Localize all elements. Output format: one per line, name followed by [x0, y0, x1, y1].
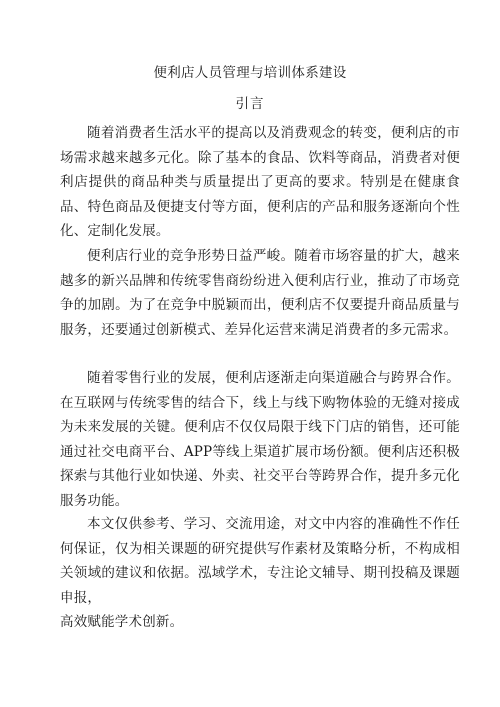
- disclaimer-last-line: 高效赋能学术创新。: [60, 614, 184, 630]
- paragraph-text: 便利店行业的竞争形势日益严峻。随着市场容量的扩大，越来越多的新兴品牌和传统零售商纷纷进入便利店行业，推动了市场竞争的加剧。为了在竞争中脱颖而出，便利店不仅要提升商品质量与服务，还要通过创新模式、差异化运营来满足消费者的多元需求。: [60, 248, 460, 338]
- paragraph-2: [60, 244, 460, 342]
- section-heading-intro: 引言: [235, 96, 265, 112]
- disclaimer-text: 本文仅供参考、学习、交流用途，对文中内容的准确性不作任何保证，仅为相关课题的研究提供写作素材及策略分析，不构成相关领域的建议和依据。泓域学术，专注论文辅导、期刊投稿及课题申报，: [60, 516, 460, 606]
- document-title: 便利店人员管理与培训体系建设: [153, 65, 347, 81]
- paragraph-3: [60, 366, 460, 513]
- paragraph-text: 随着消费者生活水平的提高以及消费观念的转变，便利店的市场需求越来越多元化。除了基本的食品、饮料等商品，消费者对便利店提供的商品种类与质量提出了更高的要求。特别是在健康食品、特色商品及便捷支付等方面，便利店的产品和服务逐渐向个性化、定制化发展。: [60, 125, 460, 239]
- paragraph-text: 随着零售行业的发展，便利店逐渐走向渠道融合与跨界合作。在互联网与传统零售的结合下，线上与线下购物体验的无缝对接成为未来发展的关键。便利店不仅仅局限于线下门店的销售，还可能通过社交电商平台、APP等线上渠道扩展市场份额。便利店还积极探索与其他行业如快递、外卖、社交平台等跨界合作，提升多元化服务功能。: [60, 370, 460, 509]
- disclaimer-paragraph: [60, 512, 460, 635]
- paragraph-1: [60, 121, 460, 244]
